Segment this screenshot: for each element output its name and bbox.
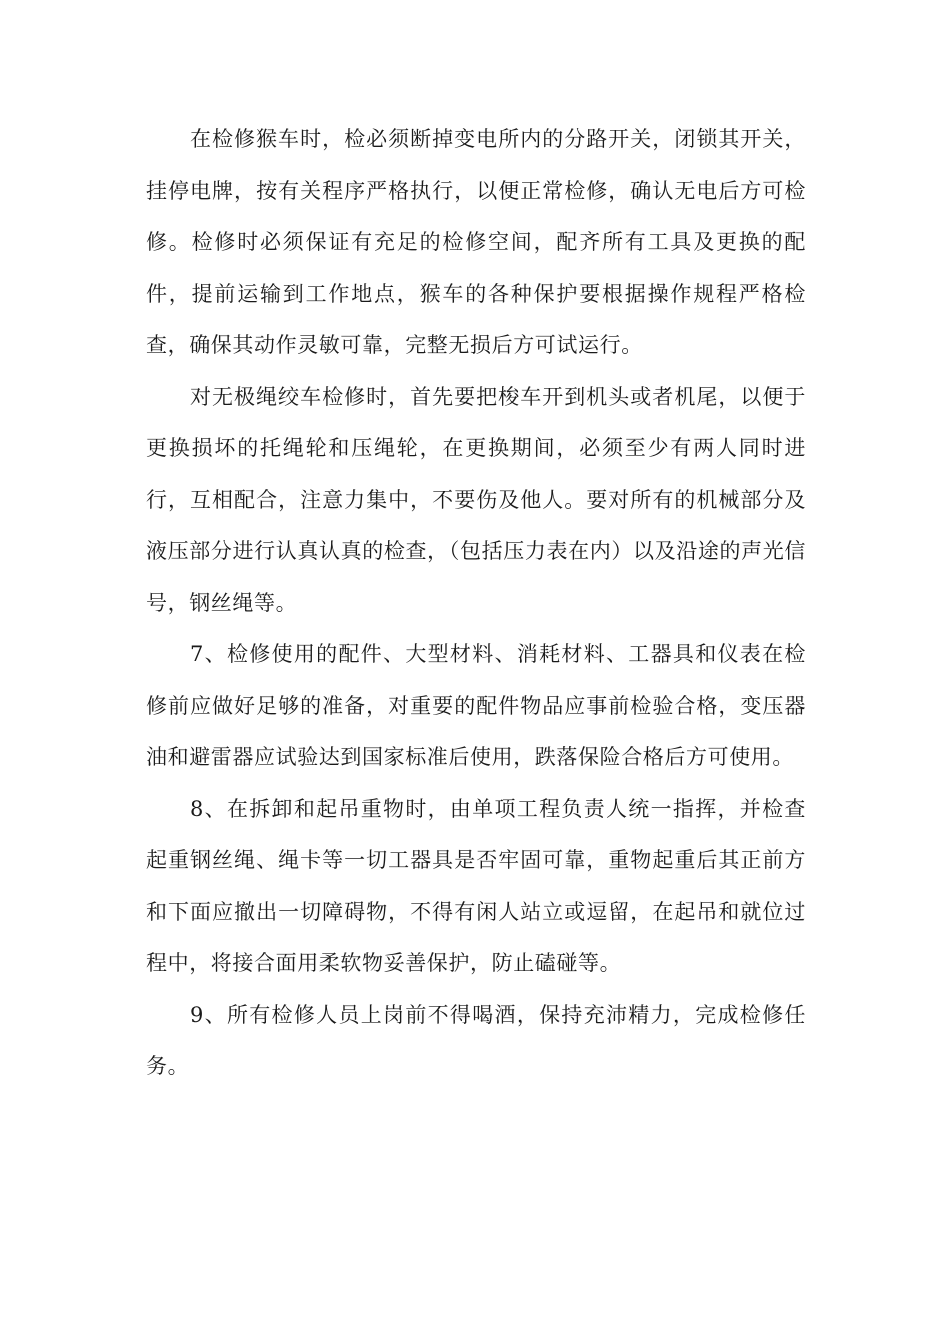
paragraph-monkey-car-maintenance: 在检修猴车时，检必须断掉变电所内的分路开关，闭锁其开关，挂停电牌，按有关程序严格执行，以便正常检修，确认无电后方可检修。检修时必须保证有充足的检修空间，配齐所有工具及更换的配件，提前运输到工作地点，猴车的各种保护要根据操作规程严格检查，确保其动作灵敏可靠，完整无损后方可试运行。 xyxy=(146,127,806,357)
paragraph-endless-rope-winch: 对无极绳绞车检修时，首先要把梭车开到机头或者机尾，以便于更换损坏的托绳轮和压绳轮，在更换期间，必须至少有两人同时进行，互相配合，注意力集中，不要伤及他人。要对所有的机械部分及液压部分进行认真认真的检查，（包括压力表在内）以及沿途的声光信号，钢丝绳等。 xyxy=(146,384,806,615)
document-body xyxy=(146,114,806,1093)
paragraph-item-8: 8、在拆卸和起吊重物时，由单项工程负责人统一指挥，并检查起重钢丝绳、绳卡等一切工器具是否牢固可靠，重物起重后其正前方和下面应撤出一切障碍物，不得有闲人站立或逗留，在起吊和就位过程中，将接合面用柔软物妥善保护，防止磕碰等。 xyxy=(146,796,806,975)
paragraph-item-7: 7、检修使用的配件、大型材料、消耗材料、工器具和仪表在检修前应做好足够的准备，对重要的配件物品应事前检验合格，变压器油和避雷器应试验达到国家标准后使用，跌落保险合格后方可使用。 xyxy=(146,642,806,769)
paragraph-item-9: 9、所有检修人员上岗前不得喝酒，保持充沛精力，完成检修任务。 xyxy=(146,1002,806,1078)
